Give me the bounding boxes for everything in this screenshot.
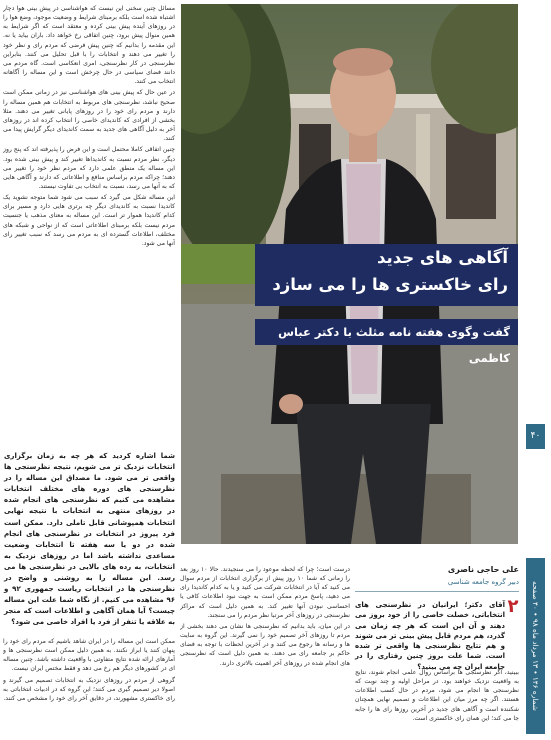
paragraph: چنین اتفاقی کاملا محتمل است و این فرض را پذیرفته اند که پنج روز دیگر، نظر مردم نسبت به کاندیداها تغییر کند و پیش بینی شده بود. این مساله یک منطق علمی دارد که مردم نظر خود را تغییر می دهند؛ چراکه مردم براساس منافع و اطلاعاتی که دارند و آگاهی هایی که به آنها می رسد، نسبت به انتخاب بی تفاوت نیستند. <box>3 146 175 190</box>
issue-info-strip <box>526 558 545 734</box>
headline-line-2: رای خاکستری ها را می سازد <box>272 275 508 294</box>
article-body-column-1-tail <box>3 637 175 737</box>
paragraph: در عین حال که پیش بینی های هواشناسی نیز در زمانی ممکن است صحیح نباشد، نظرسنجی های مربوط به انتخابات هم همین مساله را دارند و مردم رای خود را در روزهای پایانی تغییر می دهند. مثلا بخشی از افرادی که کاندیدای خاصی را انتخاب کرده اند در روزهای آخر به دلیل آگاهی های جدید به سمت کاندیدای دیگر گرایش پیدا می کنند. <box>3 89 175 143</box>
headline-line-1: آگاهی های جدید <box>377 248 508 267</box>
interview-question-bold: شما اشاره کردید که هر چه به زمان برگزاری انتخابات نزدیک تر می شویم، نتیجه نظرسنجی ها واقعی تر می شود. ما مصداق این مساله را در نظرسنجی های دوره های مختلف انتخابات مشاهده می کنیم که نظرسنجی های انجام شده در روزهای منتهی به انتخابات با نتیجه نهایی انتخابات همپوشانی قابل تاملی دارد. ممکن است فرد پیروز در انتخابات در نظرسنجی های انجام شده در دو یا سه هفته تا انتخابات وضعیت مساعدی نداشته باشد اما در روزهای نزدیک به انتخابات، به رده های بالایی در نظرسنجی ها می رسد. این مساله را به روشنی و واضح در نظرسنجی ها در انتخابات ریاست جمهوری ۹۲ و ۹۶ مشاهده می کنیم. از نگاه شما علت این مساله چیست؟ آیا همان آگاهی و اطلاعات است که منجر به علاقه یا تنفر از فرد یا افراد خاصی می شود؟ <box>4 452 175 627</box>
headline-band <box>255 244 518 306</box>
question-number: ۲ <box>507 596 519 617</box>
paragraph: درست است؛ چرا که لحظه موعود را می سنجیدند. حالا ۱۰ روز بعد را زمانی که شما ۱۰ روز پیش از برگزاری انتخابات از مردم سوال می کنید که آیا در انتخابات شرکت می کنید و یا به کدام کاندیدا رای می دهید، پاسخ مردم ممکن است به جهت نبود اطلاعات کافی یا احساسی نبودن آنها تغییر کند. به همین دلیل است که مراکز نظرسنجی در روزهای آخر مرتبا نظر مردم را می سنجند. <box>180 566 350 619</box>
author-name: علی حاجی ناصری <box>447 565 519 574</box>
article-body-column-2 <box>180 565 350 737</box>
paragraph: گروهی از مردم در روزهای نزدیک به انتخابات تصمیم می گیرند و اصولا دیر تصمیم گیری می کنند؛ این گروه که در ادبیات انتخاباتی به رای خاکستری مشهورند، در دقایق آخر رای خود را مشخص می کنند. <box>3 676 175 702</box>
page-number: ۴۰ <box>526 424 545 449</box>
paragraph: ممکن است این مساله را در ایران شاهد باشیم که مردم رای خود را پنهان کنند یا ابراز نکنند. به همین دلیل ممکن است نظرسنجی ها و آمارهای ارائه شده نتایج متفاوتی با واقعیت داشته باشد. چنین مساله ای در کشورهای دیگر هم رخ می دهد و فقط مختص ایران نیست. <box>3 638 175 673</box>
paragraph: ببینید، اگر نظرسنجی ها براساس روال علمی انجام شوند، نتایج به واقعیت نزدیک خواهند بود. در مراحل اولیه و چند نوبت که نظرسنجی ها انجام می شود، مردم در حال کسب اطلاعات هستند. اگر چه مرز میان این اطلاعات و تصمیم نهایی همچنان شکننده است و آگاهی های جدید در آخرین روزها رای ها را جابه جا می کند؛ این همان رای خاکستری است. <box>355 669 519 722</box>
article-body-column-1 <box>3 4 175 450</box>
issue-info-text: شماره ۱۴۶ • ۱۳ مرداد ماه ۹۸ • ۴۰ صفحه <box>531 581 540 711</box>
author-role: دبیر گروه جامعه شناسی <box>447 578 519 586</box>
subheadline: گفت وگوی هفته نامه مثلث با دکتر عباس کاظمی <box>255 319 518 345</box>
divider <box>355 591 519 592</box>
author-byline <box>355 565 519 591</box>
article-body-column-3 <box>355 668 519 737</box>
paragraph: این مساله شکل می گیرد که سبب می شود شما متوجه نشوید یک کاندیدا نسبت به کاندیدای دیگر چه برتری هایی دارد و مسیر برای کدام کاندیدا هموار تر است. این مساله به معنای مذهب یا جنسیت مردم نیست بلکه برمبنای اطلاعاتی است که از نواحی و شبکه های مختلف، اطلاعات گسترده ای به مردم می رسد که سبب تغییر رای آنها می شود. <box>3 194 175 247</box>
interview-question-lead: آقای دکتر؛ ایرانیان در نظرسنجی های انتخاباتی، خصلت خاصی را از خود بروز می دهند و آن این است که هر چه زمان می گذرد، هم مردم قابل پیش بینی تر می شوند و هم نتایج نظرسنجی ها واقعی تر شده است. شما علت بروز چنین رفتاری را در جامعه ایران چه می بینید؟ <box>355 601 505 671</box>
paragraph: در این میان، باید بدانیم که نظرسنجی ها نشان می دهند بخشی از مردم تا روزهای آخر تصمیم خود را نمی گیرند. این گروه به سایت ها و رسانه ها رجوع می کنند و در آخرین لحظات با توجه به فضای حاکم بر جامعه رای می دهند. به همین دلیل است که نظرسنجی های انجام شده در روزهای آخر اهمیت بالاتری دارند. <box>180 622 350 667</box>
paragraph: مسائل چنین سخنی این نیست که هواشناسی در پیش بینی هوا دچار اشتباه شده است بلکه برمبنای شرایط و وضعیت موجود، وضع هوا را در روزهای آینده پیش بینی کرده و معتقد است که اگر شرایط به همین منوال پیش برود، چنین اتفاقی رخ خواهد داد. باران بیاید یا نه. این مقدمه را بدانیم که چنین پیش فرضی که مردم رای و نظر خود را تغییر می دهند و انتخابات را با قبل تحلیل می کنند. بنابراین نظرسنجی در کار نظرسنجی، امری انعکاسی است. گاه مردم می دانند فضای سیاسی در حال چرخش است و این مساله را آگاهانه انتخاب می کنند. <box>3 5 175 86</box>
